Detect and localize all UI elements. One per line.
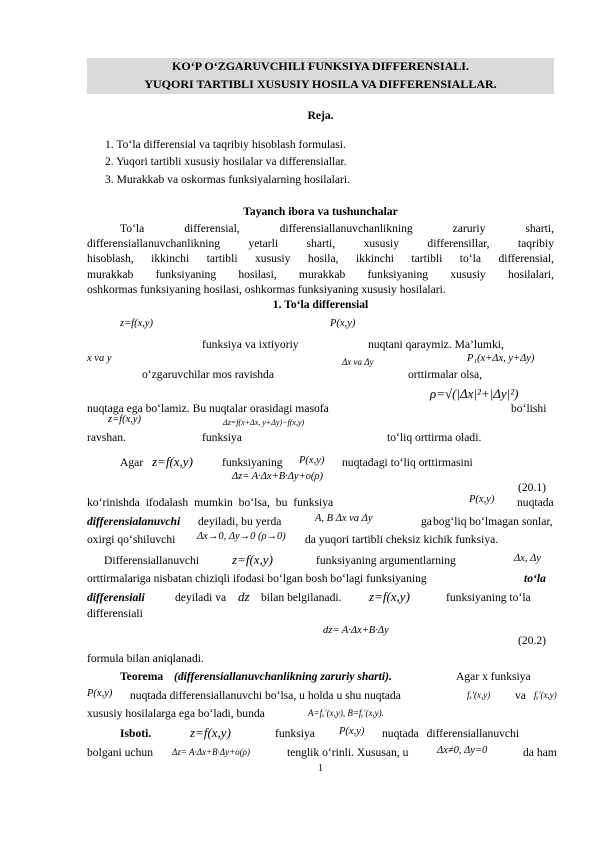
page-number: 1: [318, 763, 323, 774]
text-formula-bilan: formula bilan aniqlanadi.: [87, 652, 204, 665]
theorem-text-3: xususiy hosilalarga ega bo‘ladi, bunda: [87, 707, 265, 720]
text-nuqtadagi: nuqtadagi to‘liq orttirmasini: [342, 456, 473, 469]
proof-text-funksiya: funksiya: [275, 727, 315, 740]
formula-z-inline: z=f(x,y): [152, 454, 193, 469]
text-nuqtada: nuqtada: [517, 496, 554, 509]
formula-delta-z: Δz=f(x+Δx, y+Δy)−f(x,y): [223, 418, 305, 427]
formula-dx-dy: Δx, Δy: [514, 553, 541, 564]
formula-z-3: z=f(x,y): [232, 552, 273, 567]
text-ozgaruvchilar: o‘zgaruvchilar mos ravishda: [142, 368, 274, 381]
plan-item-3: 3. Murakkab va oskormas funksiyalarning hosilalari.: [105, 173, 351, 186]
keywords-heading: Tayanch ibora va tushunchalar: [243, 205, 398, 218]
text-funksiyaning-tola: funksiyaning to‘la: [446, 591, 531, 604]
formula-A-B: A=fₓ′(x,y), B=fᵧ′(x,y).: [308, 708, 384, 718]
formula-z-4: z=f(x,y): [369, 589, 410, 604]
proof-formula-cond: Δx≠0, Δy=0: [437, 745, 488, 756]
text-boglik: bog‘liq bo‘lmagan sonlar,: [433, 515, 553, 528]
plan-item-1: 1. To‘la differensial va taqribiy hisoblash formulasi.: [105, 138, 346, 151]
theorem-point: P(x,y): [87, 688, 113, 699]
text-yuqori-tartibli: da yuqori tartibli cheksiz kichik funksiya.: [305, 533, 499, 546]
section-heading: 1. To‘la differensial: [272, 298, 369, 311]
keywords-line-5: oshkormas funksiyaning hosilasi, oshkormas funksiyaning xususiy hosilalari.: [87, 283, 446, 296]
formula-point-2: P(x,y): [469, 494, 495, 505]
proof-text-nuqtada: nuqtada differensiallanuvchi: [382, 727, 520, 740]
proof-formula-eq: Δz= A·Δx+B·Δy+o(ρ): [172, 747, 250, 757]
term-differensialanuvchi: differensialanuvchi: [87, 515, 181, 528]
keywords-line-1: To‘la differensial, differensiallanuvchanlikning zaruriy sharti,: [120, 222, 554, 235]
formula-increments: Δx va Δy: [342, 357, 374, 367]
text-oxirgi: oxirgi qo‘shiluvchi: [87, 533, 176, 546]
proof-label: Isboti.: [120, 727, 152, 740]
keywords-line-3: hisoblash, ikkinchi tartibli xususiy hosila, ikkinchi tartibli to‘la differensial,: [87, 252, 554, 265]
text-toliq-orttirma: to‘liq orttirma oladi.: [387, 431, 482, 444]
theorem-name: (differensiallanuvchanlikning zaruriy sharti).: [174, 670, 392, 683]
formula-z-def: z=f(x,y): [120, 318, 154, 329]
text-differensiallanuvchi: Differensiallanuvchi: [104, 554, 200, 567]
proof-text-bolgani: bolgani uchun: [87, 746, 154, 759]
formula-coefficients: A, B Δx va Δy: [315, 513, 373, 524]
text-agar: Agar: [120, 456, 144, 469]
title-line-1: KO‘P O‘ZGARUVCHILI FUNKSIYA DIFFERENSIALI.: [172, 59, 469, 73]
formula-point: P(x,y): [330, 318, 356, 329]
text-funksiya-ixtiyoriy: funksiya va ixtiyoriy: [202, 338, 299, 351]
theorem-label: Teorema: [120, 670, 164, 683]
theorem-text-2: nuqtada differensiallanuvchi bo‘lsa, u holda u shu nuqtada: [130, 689, 401, 702]
text-funksiya: funksiya: [202, 431, 242, 444]
formula-fy: fᵧ′(x,y): [534, 690, 557, 700]
formula-rho: ρ=√(|Δx|²+|Δy|²): [430, 386, 519, 401]
proof-point: P(x,y): [339, 726, 365, 737]
text-orttirmalariga: orttirmalariga nisbatan chiziqli ifodasi bo‘lgan bosh bo‘lagi funksiyaning: [87, 572, 427, 585]
formula-eq-20-2: dz= A·Δx+B·Δy: [323, 625, 389, 636]
equation-number-20-1: (20.1): [518, 481, 547, 494]
formula-z-def-2: z=f(x,y): [108, 414, 142, 425]
title-line-2: YUQORI TARTIBLI XUSUSIY HOSILA VA DIFFERENSIALLAR.: [144, 77, 497, 91]
text-funksiyaning: funksiyaning: [222, 456, 283, 469]
term-tola: to‘la: [524, 572, 546, 585]
formula-point-inline: P(x,y): [299, 455, 325, 466]
text-argumentlarning: funksiyaning argumentlarning: [316, 554, 456, 567]
text-ravshan: ravshan.: [87, 431, 126, 444]
keywords-line-4: murakkab funksiyaning hosilasi, murakkab funksiyaning xususiy hosilalari,: [87, 268, 554, 281]
formula-xy: x va y: [87, 353, 112, 364]
proof-text-tenglik: tenglik o‘rinli. Xususan, u: [287, 746, 409, 759]
text-deyiladi-va: deyiladi va: [175, 591, 227, 604]
text-va: va: [515, 689, 526, 702]
term-differensiali: differensiali: [87, 591, 145, 604]
proof-text-da-ham: da ham: [523, 746, 557, 759]
text-bolishi: bo‘lishi: [511, 402, 547, 415]
text-nuqtani: nuqtani qaraymiz. Ma’lumki,: [368, 338, 504, 351]
formula-limits: Δx→0, Δy→0 (ρ→0): [197, 531, 286, 542]
text-korinishda: ko‘rinishda ifodalash mumkin bo‘lsa, bu funksiya: [87, 496, 334, 509]
formula-dz: dz: [238, 589, 250, 604]
formula-eq-20-1: Δz= A·Δx+B·Δy+o(ρ): [232, 471, 323, 482]
theorem-text-1: Agar x funksiya: [456, 670, 531, 683]
text-differensiali-2: differensiali: [87, 607, 143, 620]
keywords-line-2: differensiallanuvchanlikning yetarli sharti, xususiy differensillar, taqribiy: [87, 237, 554, 250]
text-bu-yerda: deyiladi, bu yerda: [198, 515, 282, 528]
formula-fx: fₓ′(x,y): [467, 690, 491, 700]
proof-formula-z: z=f(x,y): [190, 725, 231, 740]
plan-heading: Reja.: [307, 109, 334, 122]
formula-p1: P₁(x+Δx, y+Δy): [467, 353, 535, 364]
plan-item-2: 2. Yuqori tartibli xususiy hosilalar va differensiallar.: [105, 155, 347, 168]
text-ga: ga: [421, 515, 432, 528]
text-orttirmalar: orttirmalar olsa,: [408, 368, 483, 381]
text-nuqtaga: nuqtaga ega bo‘lamiz. Bu nuqtalar orasidagi masofa: [87, 402, 329, 415]
equation-number-20-2: (20.2): [518, 634, 547, 647]
text-bilan-belgilanadi: bilan belgilanadi.: [261, 591, 342, 604]
